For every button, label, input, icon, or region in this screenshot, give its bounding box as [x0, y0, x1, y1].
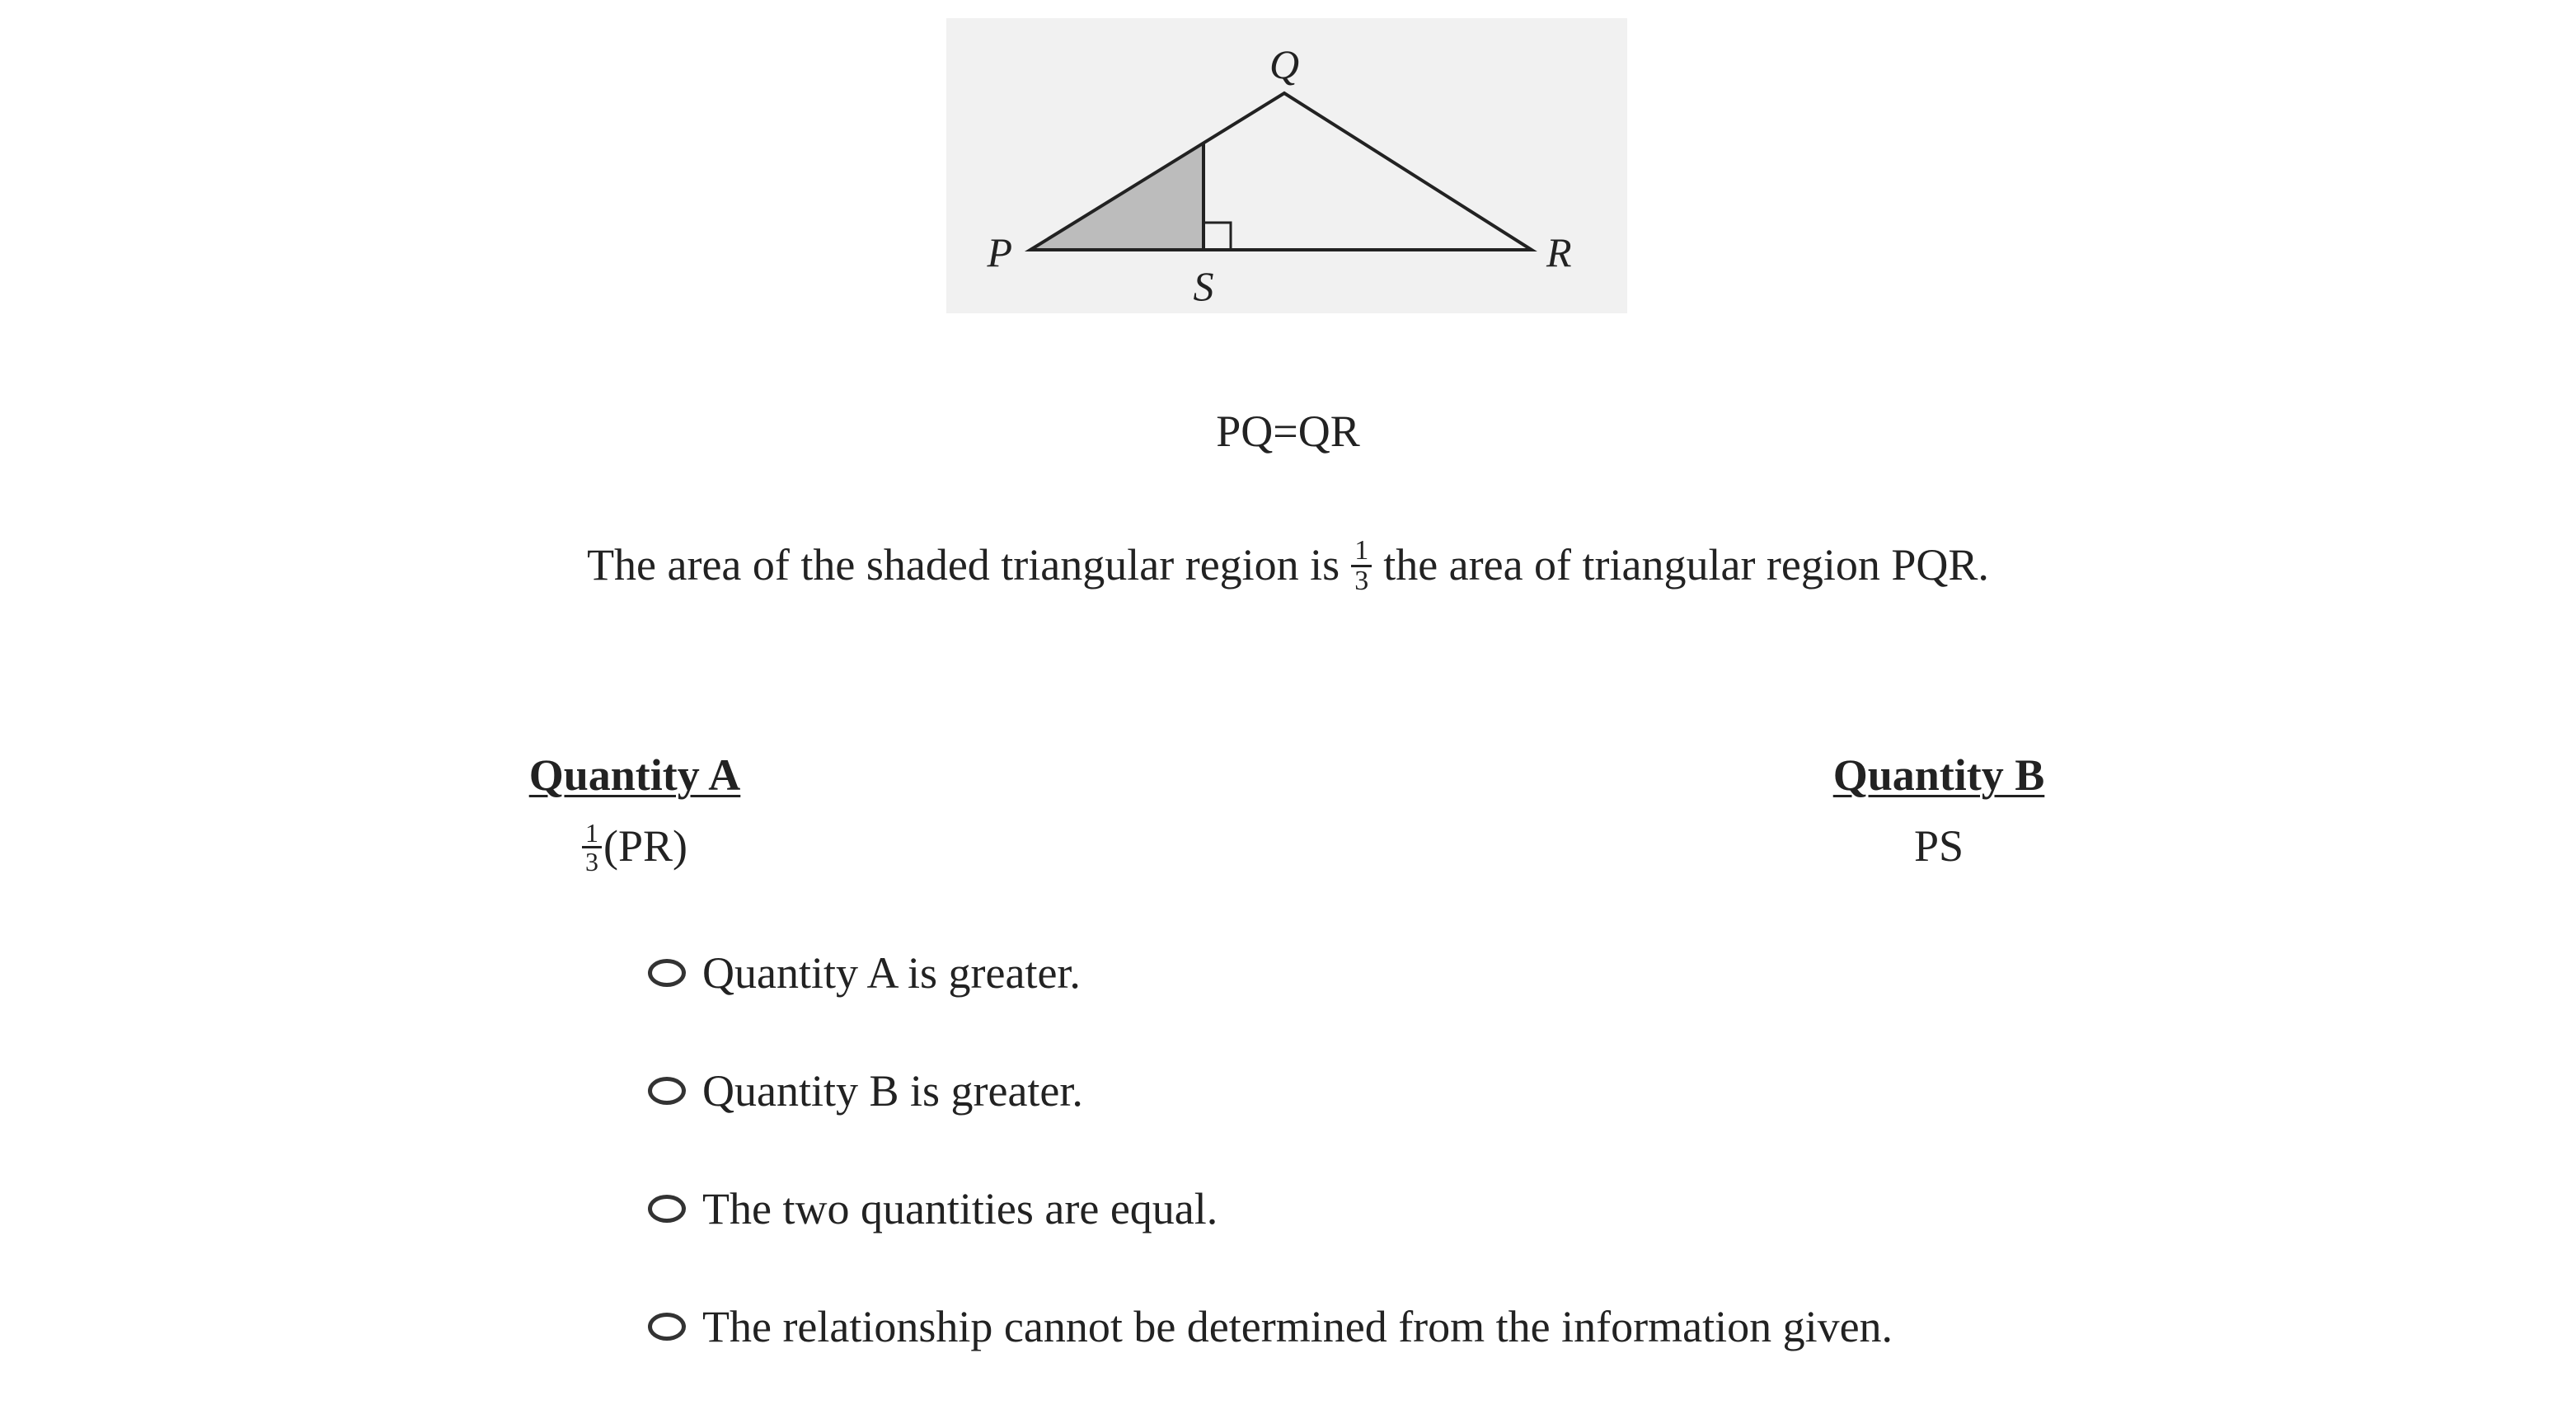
answer-option-label: The two quantities are equal. — [702, 1184, 1218, 1233]
quantity-a-heading: Quantity A — [528, 750, 741, 800]
answer-option-label: The relationship cannot be determined from the information given. — [702, 1302, 1893, 1351]
answer-options — [648, 940, 1893, 1412]
right-angle-marker — [1204, 223, 1231, 250]
answer-option-label: Quantity B is greater. — [702, 1066, 1083, 1116]
quantity-a-column — [528, 746, 742, 878]
radio-button-icon[interactable] — [648, 959, 686, 987]
answer-option-b[interactable] — [648, 1058, 1893, 1124]
given-condition: PQ=QR — [1216, 406, 1360, 456]
quantity-a-expression: (PR) — [603, 821, 687, 871]
triangle-figure — [946, 18, 1627, 313]
answer-option-a[interactable] — [648, 940, 1893, 1006]
quantity-b-value: PS — [1913, 821, 1964, 871]
answer-option-d[interactable] — [648, 1294, 1893, 1360]
quantity-b-column — [1832, 746, 2046, 873]
given-statement — [0, 532, 2576, 599]
fraction-numerator: 1 — [582, 820, 602, 848]
fraction-denominator: 3 — [1354, 566, 1369, 597]
fraction-denominator: 3 — [584, 847, 598, 877]
answer-option-c[interactable] — [648, 1176, 1893, 1242]
fraction-numerator: 1 — [1351, 537, 1372, 567]
quantity-b-heading: Quantity B — [1832, 750, 2045, 800]
statement-text-before: The area of the shaded triangular region is — [587, 540, 1340, 590]
label-s: S — [1193, 263, 1214, 309]
radio-button-icon[interactable] — [648, 1313, 686, 1341]
radio-button-icon[interactable] — [648, 1077, 686, 1105]
statement-text-after: the area of triangular region PQR. — [1383, 540, 1989, 590]
label-q: Q — [1269, 41, 1300, 87]
quantity-a-value — [528, 819, 742, 878]
answer-option-label: Quantity A is greater. — [702, 948, 1081, 998]
triangle-diagram — [946, 18, 1627, 313]
quantity-a-fraction — [582, 820, 602, 875]
radio-button-icon[interactable] — [648, 1195, 686, 1223]
label-r: R — [1546, 229, 1572, 275]
statement-fraction — [1351, 537, 1372, 595]
label-p: P — [987, 229, 1012, 275]
